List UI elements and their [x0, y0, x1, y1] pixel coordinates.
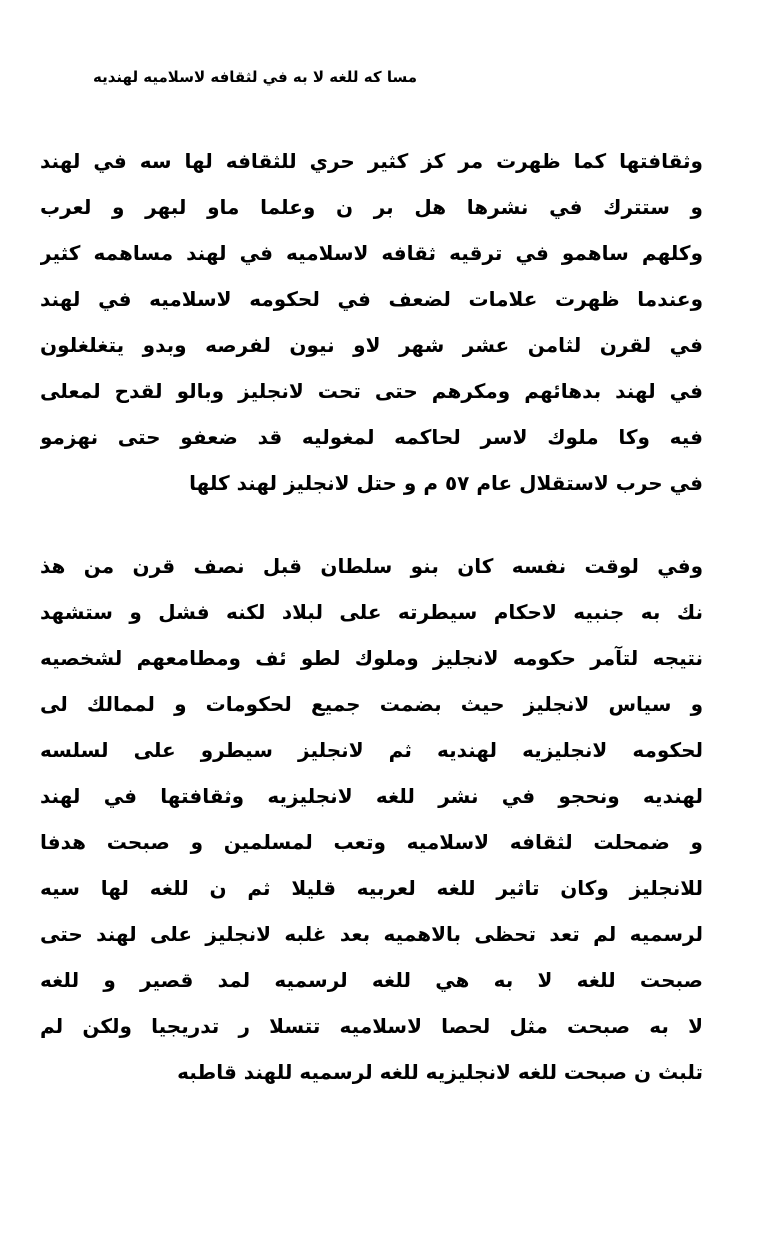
running-header: مسا كه للغه لا به في لثقافه لاسلاميه لهنديه — [93, 68, 417, 86]
text-line: للانجليز وكان تاثير للغه لعربيه قليلا ثم ن للغه لها سيه — [40, 876, 703, 900]
text-line: لرسميه لم تعد تحظى بالاهميه بعد غلبه لانجليز على لهند حتى — [40, 922, 703, 946]
paragraph-2 — [40, 543, 703, 1095]
text-line: وفي لوقت نفسه كان بنو سلطان قبل نصف قرن من هذ — [40, 554, 703, 578]
text-line: لا به صبحت مثل لحصا لاسلاميه تتسلا ر تدريجيا ولكن لم — [40, 1014, 703, 1038]
text-line: لهنديه ونحجو في نشر للغه لانجليزيه وثقافتها في لهند — [40, 784, 703, 808]
text-line: وكلهم ساهمو في ترقيه ثقافه لاسلاميه في لهند مساهمه كثير — [40, 241, 703, 265]
text-line: في لقرن لثامن عشر شهر لاو نيون لفرصه وبدو يتغلغلون — [40, 333, 703, 357]
text-line: صبحت للغه لا به هي للغه لرسميه لمد قصير و للغه — [40, 968, 703, 992]
text-line: في حرب لاستقلال عام ٥٧ م و حتل لانجليز لهند كلها — [189, 471, 703, 495]
text-line: نك به جنبيه لاحكام سيطرته على لبلاد لكنه فشل و ستشهد — [40, 600, 703, 624]
text-line: و ضمحلت لثقافه لاسلاميه وتعب لمسلمين و صبحت هدفا — [40, 830, 703, 854]
text-line: لحكومه لانجليزيه لهنديه ثم لانجليز سيطرو على لسلسه — [40, 738, 703, 762]
text-line: وعندما ظهرت علامات لضعف في لحكومه لاسلاميه في لهند — [40, 287, 703, 311]
text-line: في لهند بدهائهم ومكرهم حتى تحت لانجليز وبالو لقدح لمعلى — [40, 379, 703, 403]
paragraph-1 — [40, 138, 703, 506]
text-line: تلبث ن صبحت للغه لانجليزيه للغه لرسميه للهند قاطبه — [177, 1060, 703, 1084]
text-line: و ستترك في نشرها هل بر ن وعلما ماو لبهر و لعرب — [40, 195, 703, 219]
text-line: نتيجه لتآمر حكومه لانجليز وملوك لطو ئف ومطامعهم لشخصيه — [40, 646, 703, 670]
text-line: و سياس لانجليز حيث بضمت جميع لحكومات و لممالك لى — [40, 692, 703, 716]
text-line: وثقافتها كما ظهرت مر كز كثير حري للثقافه لها سه في لهند — [40, 149, 703, 173]
text-line: فيه وكا ملوك لاسر لحاكمه لمغوليه قد ضعفو حتى نهزمو — [40, 425, 703, 449]
